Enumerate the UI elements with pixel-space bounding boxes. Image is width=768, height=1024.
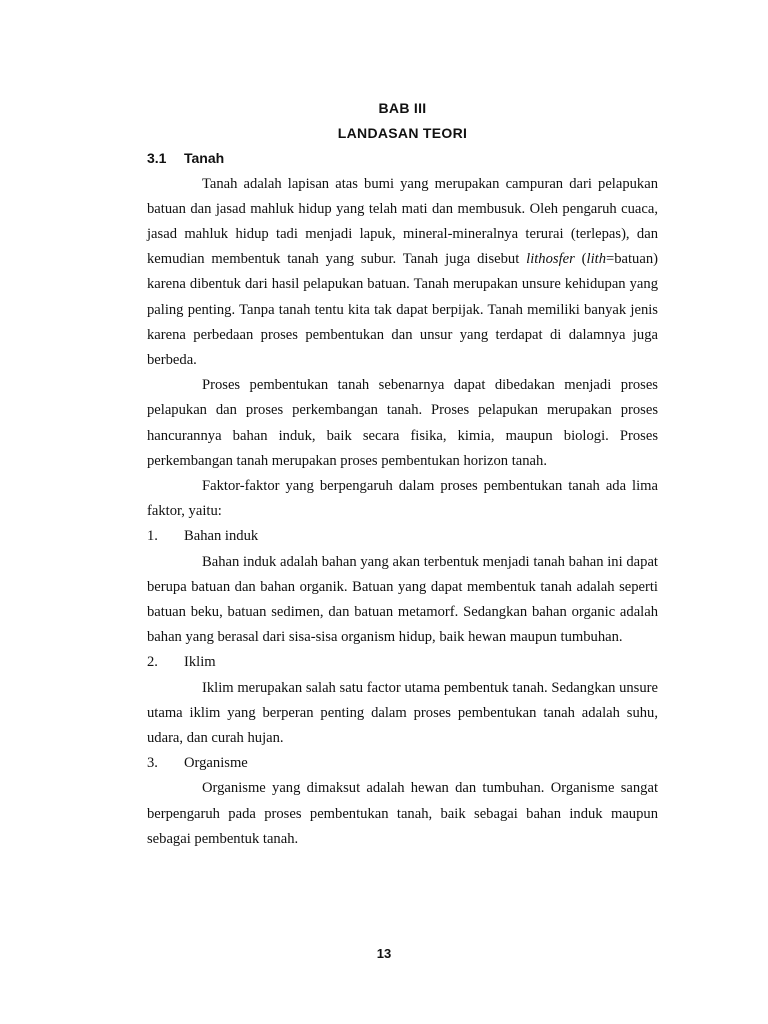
list-item-label: Organisme: [184, 755, 248, 772]
chapter-title: LANDASAN TEORI: [337, 125, 468, 142]
section-number: 3.1: [147, 150, 167, 167]
list-item-heading: [147, 524, 658, 549]
list-item-number: 1.: [147, 528, 158, 545]
paragraph-text: Tanah adalah lapisan atas bumi yang merupakan campuran dari pelapukan batuan dan jasad mahluk hidup yang telah mati dan membusuk. Oleh pengaruh cuaca, jasad mahluk hidup tadi menjadi lapuk, mineral-mineralnya terurai (terlepas), dan kemudian membentuk tanah yang subur. Tanah juga disebut: [147, 175, 658, 268]
list-item-paragraph: Organisme yang dimaksut adalah hewan dan tumbuhan. Organisme sangat berpengaruh pada proses pembentukan tanah, baik sebagai bahan induk maupun sebagai pembentuk tanah.: [147, 780, 658, 847]
paragraph: [147, 172, 658, 374]
list-item-paragraph: Bahan induk adalah bahan yang akan terbentuk menjadi tanah bahan ini dapat berupa batuan dan bahan organik. Batuan yang dapat membentuk tanah adalah seperti batuan beku, batuan sedimen, dan batuan metamorf. Sedangkan bahan organic adalah bahan yang berasal dari sisa-sisa organism hidup, baik hewan maupun tumbuhan.: [147, 553, 658, 646]
document-page: [147, 96, 658, 852]
list-item-label: Iklim: [184, 654, 216, 671]
list-item-number: 2.: [147, 654, 158, 671]
section-label: Tanah: [184, 150, 225, 167]
list-item-paragraph: Iklim merupakan salah satu factor utama pembentuk tanah. Sedangkan unsure utama iklim yang berperan penting dalam proses pembentukan tanah adalah suhu, udara, dan curah hujan.: [147, 679, 658, 747]
paragraph-text: (: [574, 251, 587, 268]
paragraph-text: =batuan) karena dibentuk dari hasil pelapukan batuan. Tanah merupakan unsure kehidupan yang paling penting. Tanpa tanah tentu kita tak dapat berpijak. Tanah memiliki banyak jenis karena perbedaan proses pembentukan dan unsur yang terdapat di dalamnya juga berbeda.: [147, 251, 658, 369]
page-number: 13: [376, 946, 392, 961]
paragraph: Proses pembentukan tanah sebenarnya dapat dibedakan menjadi proses pelapukan dan proses perkembangan tanah. Proses pelapukan merupakan proses hancurannya bahan induk, baik secara fisika, kimia, maupun biologi. Proses perkembangan tanah merupakan proses pembentukan horizon tanah.: [147, 377, 658, 469]
paragraph: Faktor-faktor yang berpengaruh dalam proses pembentukan tanah ada lima faktor, yaitu:: [147, 478, 658, 520]
list-item-label: Bahan induk: [184, 528, 259, 545]
list-item-heading: [147, 650, 658, 675]
italic-term: lithosfer: [526, 251, 575, 268]
list-item-heading: [147, 751, 658, 776]
list-item-number: 3.: [147, 755, 158, 772]
chapter-heading: BAB III: [378, 100, 427, 116]
italic-term: lith: [586, 251, 606, 268]
section-heading: [147, 146, 658, 171]
